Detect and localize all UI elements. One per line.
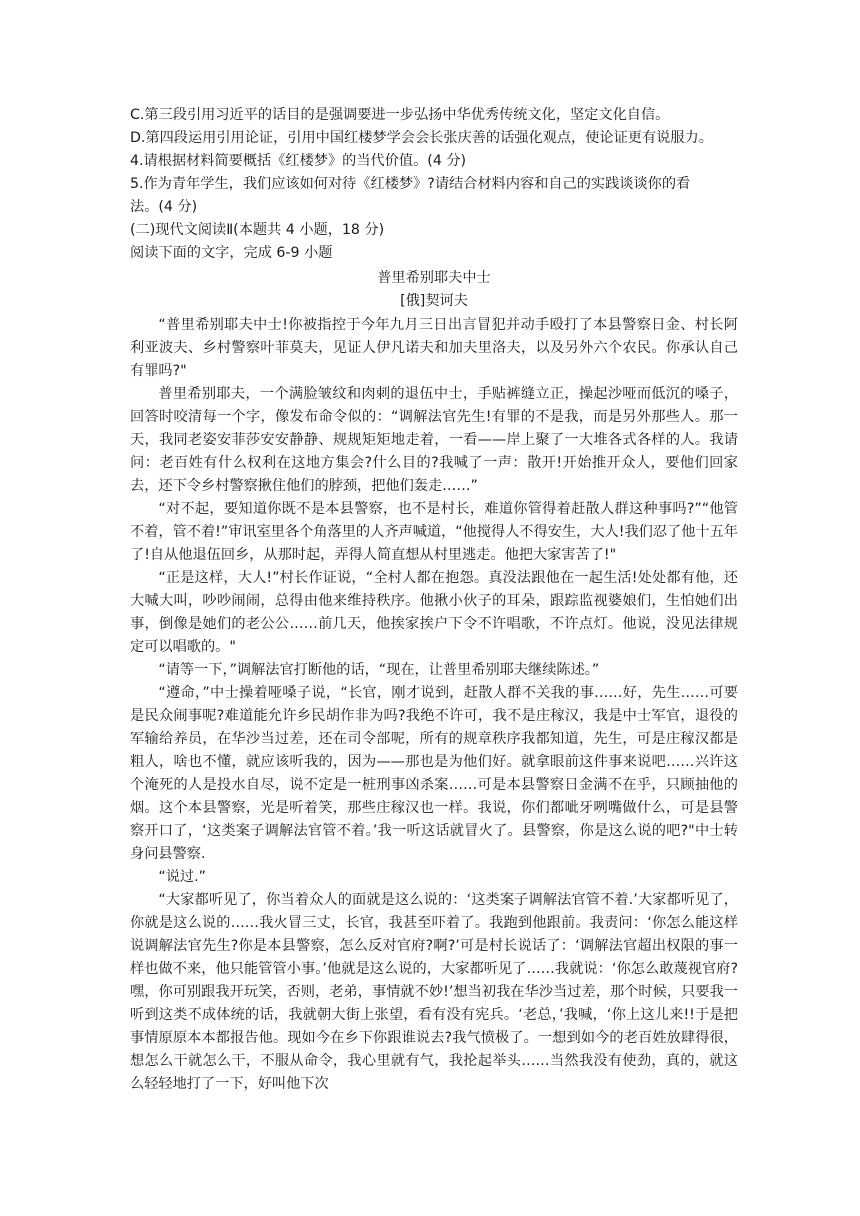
story-paragraph: “大家都听见了，你当着众人的面就是这么说的：‘这类案子调解法官管不着.’大家都听见了，你就是这么说的……我火冒三丈，长官，我甚至吓着了。我跑到他跟前。我责问：‘你怎么能这样说调解法官先生?你是本县警察，怎么反对官府?啊?’可是村长说话了：‘调解法官超出权限的事一样也做不来，他只能管管小事。’他就是这么说的，大家都听见了……我就说：‘你怎么敢蔑视官府?嘿，你可别跟我开玩笑，否则，老弟，事情就不妙!’想当初我在华沙当过差，那个时候，只要我一听到这类不成体统的话，我就朝大街上张望，看有没有宪兵。‘老总，’我喊，‘你上这儿来!!于是把事情原原本本都报告他。现如今在乡下你跟谁说去?我气愤极了。一想到如今的老百姓放肆得很，想怎么干就怎么干，不服从命令，我心里就有气，我抡起举头……当然我没有使劲，真的，就这么轻轻地打了一下，好叫他下次 xyxy=(130,892,738,1092)
story-paragraph: “正是这样，大人!”村长作证说，“全村人都在抱怨。真没法跟他在一起生活!处处都有他，还大喊大叫，吵吵闹闹，总得由他来维持秩序。他揪小伙子的耳朵，跟踪监视婆娘们，生怕她们出事，倒像是她们的老公公……前几天，他挨家挨户下令不许唱歌，不许点灯。他说，没见法律规定可以唱歌的。" xyxy=(130,570,738,655)
story-paragraph: “对不起，要知道你既不是本县警察，也不是村长，难道你管得着赶散人群这种事吗?”“他管不着，管不着!”审讯室里各个角落里的人齐声喊道，“他搅得人不得安生，大人!我们忍了他十五年了!自从他退伍回乡，从那时起，弄得人简直想从村里逃走。他把大家害苦了!" xyxy=(130,501,738,563)
question-5-line-1: 5.作为青年学生，我们应该如何对待《红楼梦》?请结合材料内容和自己的实践谈谈你的看 xyxy=(130,176,691,192)
story-paragraph: “请等一下，”调解法官打断他的话，“现在，让普里希别耶夫继续陈述。” xyxy=(158,662,600,678)
story-body xyxy=(130,314,738,1096)
story-author: [俄]契诃夫 xyxy=(400,293,468,309)
question-4: 4.请根据材料简要概括《红楼梦》的当代价值。(4 分) xyxy=(130,153,467,169)
question-option-c: C.第三段引用习近平的话目的是强调要进一步弘扬中华优秀传统文化，坚定文化自信。 xyxy=(130,107,670,123)
question-5-line-2: 法。(4 分) xyxy=(130,199,198,215)
section-heading: (二)现代文阅读Ⅱ(本题共 4 小题，18 分) xyxy=(130,222,385,238)
section-instruction: 阅读下面的文字，完成 6-9 小题 xyxy=(130,245,333,261)
story-paragraph: “说过.” xyxy=(158,869,206,885)
story-paragraph: “普里希别耶夫中士!你被指控于今年九月三日出言冒犯并动手殴打了本县警察日金、村长阿利亚波夫、乡村警察叶菲莫夫，见证人伊凡诺夫和加夫里洛夫，以及另外六个农民。你承认自己有罪吗?" xyxy=(130,317,738,379)
story-title: 普里希别耶夫中士 xyxy=(377,270,491,286)
question-option-d: D.第四段运用引用论证，引用中国红楼梦学会会长张庆善的话强化观点，使论证更有说服力。 xyxy=(130,130,713,146)
story-paragraph: 普里希别耶夫，一个满脸皱纹和肉刺的退伍中士，手贴裤缝立正，操起沙哑而低沉的嗓子，回答时咬清每一个字，像发布命令似的：“调解法官先生!有罪的不是我，而是另外那些人。那一天，我同老姿安菲莎安安静静、规规矩矩地走着，一看——岸上聚了一大堆各式各样的人。我请问：老百姓有什么权利在这地方集会?什么目的?我喊了一声：散开!开始推开众人，要他们回家去，还下令乡村警察揪住他们的脖颈，把他们轰走……” xyxy=(130,386,738,494)
story-paragraph: “遵命，”中士操着哑嗓子说，“长官，刚才说到，赶散人群不关我的事……好，先生……可要是民众闹事呢?难道能允许乡民胡作非为吗?我绝不许可，我不是庄稼汉，我是中士军官，退役的军输给养员，在华沙当过差，还在司令部呢，所有的规章秩序我都知道，先生，可是庄稼汉都是粗人，啥也不懂，就应该听我的，因为——那也是为他们好。就拿眼前这件事来说吧……兴许这个淹死的人是投水自尽，说不定是一桩刑事凶杀案……可是本县警察日金满不在乎，只顾抽他的烟。这个本县警察，光是听着笑，那些庄稼汉也一样。我说，你们都呲牙咧嘴做什么，可是县警察开口了，‘这类案子调解法官管不着。’我一听这话就冒火了。县警察，你是这么说的吧?"中士转身问县警察. xyxy=(130,685,738,862)
